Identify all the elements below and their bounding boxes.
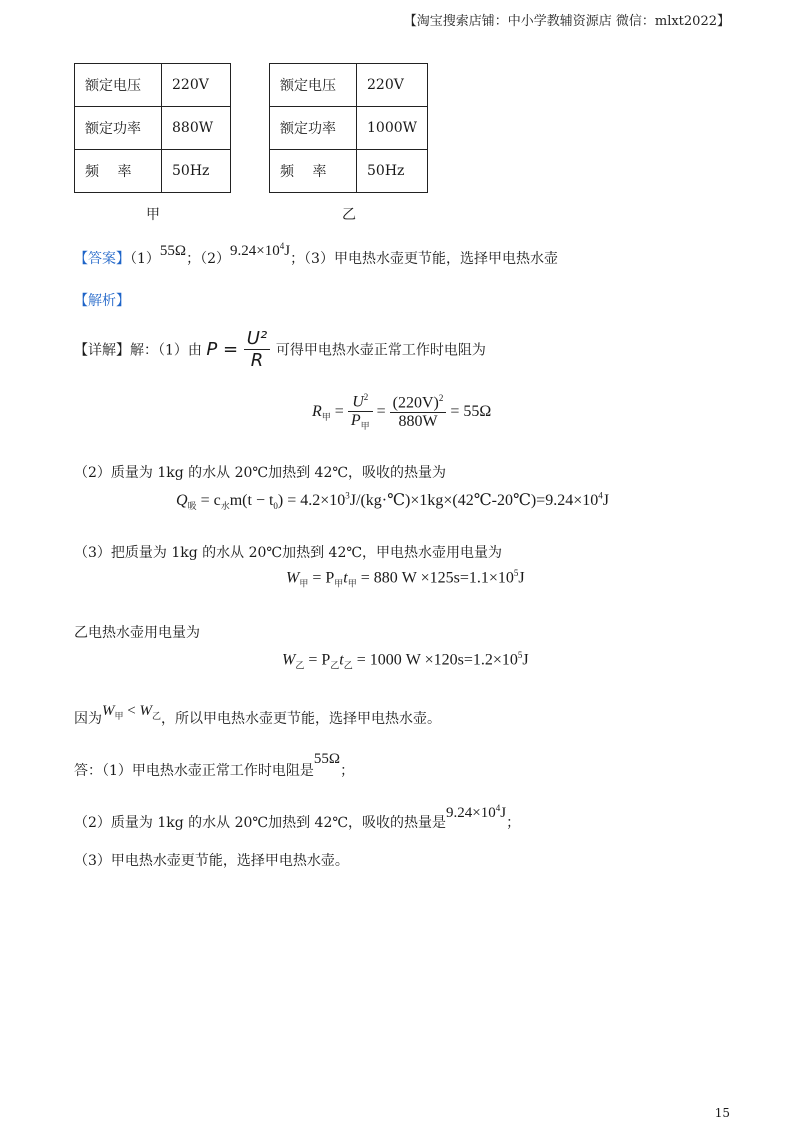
table-row bbox=[75, 64, 231, 107]
spec-table-yi bbox=[269, 63, 428, 193]
detail-line bbox=[74, 328, 486, 371]
conclusion-3: （3）甲电热水壶更节能，选择甲电热水壶。 bbox=[74, 853, 349, 869]
table-caption-jia: 甲 bbox=[146, 207, 160, 223]
table-cell-key: 额定电压 bbox=[75, 64, 162, 107]
table-cell-key: 额定电压 bbox=[270, 64, 357, 107]
table-row bbox=[75, 150, 231, 193]
answer-part3: ；（3）甲电热水壶更节能，选择甲电热水壶 bbox=[290, 251, 558, 267]
table-cell-value: 50Hz bbox=[357, 150, 428, 193]
table-row bbox=[75, 107, 231, 150]
table-row bbox=[270, 150, 428, 193]
power-formula: P = $\frac{\text{U²}}{R}$ bbox=[206, 339, 276, 360]
equation-resistance: $R_甲$ = $\frac{U^2}{P_甲}$ = $\frac{(220V)^2}{880W}$ = 55Ω bbox=[312, 392, 492, 432]
table-cell-value: 220V bbox=[162, 64, 231, 107]
table-cell-value: 880W bbox=[162, 107, 231, 150]
yi-energy-text: 乙电热水壶用电量为 bbox=[74, 625, 200, 641]
answer-value-1: 55Ω bbox=[159, 243, 187, 259]
detail-tag: 【详解】 bbox=[74, 342, 130, 359]
table-cell-value: 220V bbox=[357, 64, 428, 107]
detail-after: 可得甲电热水壶正常工作时电阻为 bbox=[275, 342, 486, 359]
table-cell-value: 1000W bbox=[357, 107, 428, 150]
page-number: 15 bbox=[714, 1106, 730, 1120]
table-cell-key: 额定功率 bbox=[75, 107, 162, 150]
table-cell-key: 频 率 bbox=[270, 150, 357, 193]
spec-table-jia bbox=[74, 63, 231, 193]
table-row bbox=[270, 64, 428, 107]
step3-text: （3）把质量为 1kg 的水从 20℃加热到 42℃，甲电热水壶用电量为 bbox=[74, 545, 503, 561]
answer-part2-label: ；（2） bbox=[186, 251, 230, 267]
answer-part1-label: （1） bbox=[130, 251, 160, 267]
table-row bbox=[270, 107, 428, 150]
step2-text: （2）质量为 1kg 的水从 20℃加热到 42℃，吸收的热量为 bbox=[74, 465, 447, 481]
equation-heat: $Q_吸 = c_水m(t - t_0)$ = $4.2\times 10^3J/(kg\cdot℃)\times 1kg\times(42℃-20℃)=9.24\times 10^4J$ bbox=[176, 490, 609, 512]
inequality: $W_甲 < W_乙$ bbox=[102, 703, 161, 721]
conclusion-1: 答：（1）甲电热水壶正常工作时电阻是55Ω； bbox=[74, 751, 355, 779]
detail-intro: 解：（1）由 bbox=[130, 342, 202, 359]
because-line: 因为$W_甲 < W_乙$，所以甲电热水壶更节能，选择甲电热水壶。 bbox=[74, 703, 441, 727]
conclusion-2: （2）质量为 1kg 的水从 20℃加热到 42℃，吸收的热量是$9.24\times 10^4J$； bbox=[74, 803, 521, 831]
table-caption-yi: 乙 bbox=[342, 207, 356, 223]
answer-tag: 【答案】 bbox=[74, 251, 130, 267]
table-cell-key: 频 率 bbox=[75, 150, 162, 193]
page-header: 【淘宝搜索店铺：中小学教辅资源店 微信：mlxt2022】 bbox=[403, 14, 730, 29]
equation-energy-yi: $W_乙 = P_乙t_乙 = 1000$ $W \times 120s=1.2\times 10^5J$ bbox=[282, 650, 529, 671]
equation-energy-jia: $W_甲 = P_甲t_甲 = 880$ $W \times 125s=1.1\times 10^5J$ bbox=[286, 568, 525, 589]
analysis-tag: 【解析】 bbox=[74, 293, 130, 309]
table-cell-value: 50Hz bbox=[162, 150, 231, 193]
answer-line bbox=[74, 241, 558, 268]
answer-value-2: $9.24\times 10^4J$ bbox=[230, 241, 291, 259]
table-cell-key: 额定功率 bbox=[270, 107, 357, 150]
